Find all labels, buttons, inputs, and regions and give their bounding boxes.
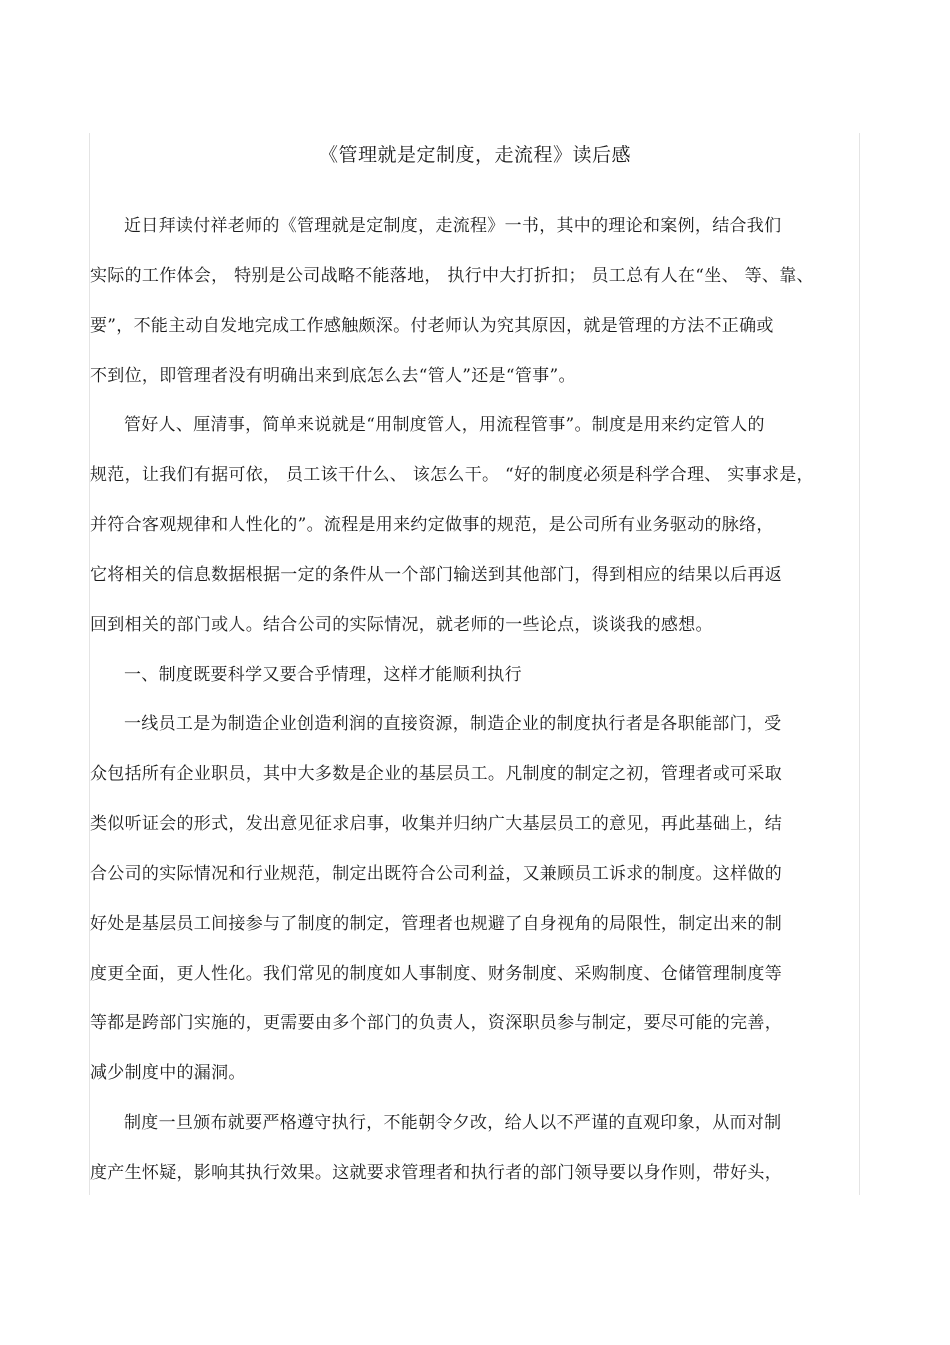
- body-line: 制度一旦颁布就要严格遵守执行，不能朝令夕改，给人以不严谨的直观印象，从而对制: [124, 1113, 782, 1133]
- body-line: 回到相关的部门或人。结合公司的实际情况，就老师的一些论点，谈谈我的感想。: [90, 615, 713, 635]
- body-line: 度更全面，更人性化。我们常见的制度如人事制度、财务制度、采购制度、仓储管理制度等: [90, 964, 782, 984]
- body-line: 众包括所有企业职员，其中大多数是企业的基层员工。凡制度的制定之初，管理者或可采取: [90, 764, 782, 784]
- body-line: 合公司的实际情况和行业规范，制定出既符合公司利益，又兼顾员工诉求的制度。这样做的: [90, 864, 782, 884]
- document-title: 《管理就是定制度，走流程》读后感: [318, 144, 631, 166]
- body-line: 类似听证会的形式，发出意见征求启事，收集并归纳广大基层员工的意见，再此基础上，结: [90, 814, 782, 834]
- body-line: 等都是跨部门实施的，更需要由多个部门的负责人，资深职员参与制定，要尽可能的完善，: [90, 1013, 782, 1033]
- body-line: 管好人、厘清事，简单来说就是“用制度管人，用流程管事”。制度是用来约定管人的: [124, 415, 765, 435]
- body-line: 它将相关的信息数据根据一定的条件从一个部门输送到其他部门，得到相应的结果以后再返: [90, 565, 782, 585]
- body-line: 度产生怀疑，影响其执行效果。这就要求管理者和执行者的部门领导要以身作则，带好头，: [90, 1163, 782, 1183]
- right-margin-rule: [859, 133, 860, 1195]
- body-line: 减少制度中的漏洞。: [90, 1063, 246, 1083]
- body-line: 不到位，即管理者没有明确出来到底怎么去“管人”还是“管事”。: [90, 366, 576, 386]
- body-line: 实际的工作体会， 特别是公司战略不能落地， 执行中大打折扣； 员工总有人在“坐、 等、靠、: [90, 266, 814, 286]
- body-line: 一线员工是为制造企业创造利润的直接资源，制造企业的制度执行者是各职能部门，受: [124, 714, 782, 734]
- body-line: 要”，不能主动自发地完成工作感触颇深。付老师认为究其原因，就是管理的方法不正确或: [90, 316, 774, 336]
- body-line: 近日拜读付祥老师的《管理就是定制度，走流程》一书，其中的理论和案例，结合我们: [124, 216, 782, 236]
- body-line: 并符合客观规律和人性化的”。流程是用来约定做事的规范，是公司所有业务驱动的脉络，: [90, 515, 774, 535]
- section-heading: 一、制度既要科学又要合乎情理，这样才能顺利执行: [124, 665, 522, 685]
- body-line: 规范，让我们有据可依， 员工该干什么、 该怎么干。 “好的制度必须是科学合理、 实事求是，: [90, 465, 814, 485]
- body-line: 好处是基层员工间接参与了制度的制定，管理者也规避了自身视角的局限性，制定出来的制: [90, 914, 782, 934]
